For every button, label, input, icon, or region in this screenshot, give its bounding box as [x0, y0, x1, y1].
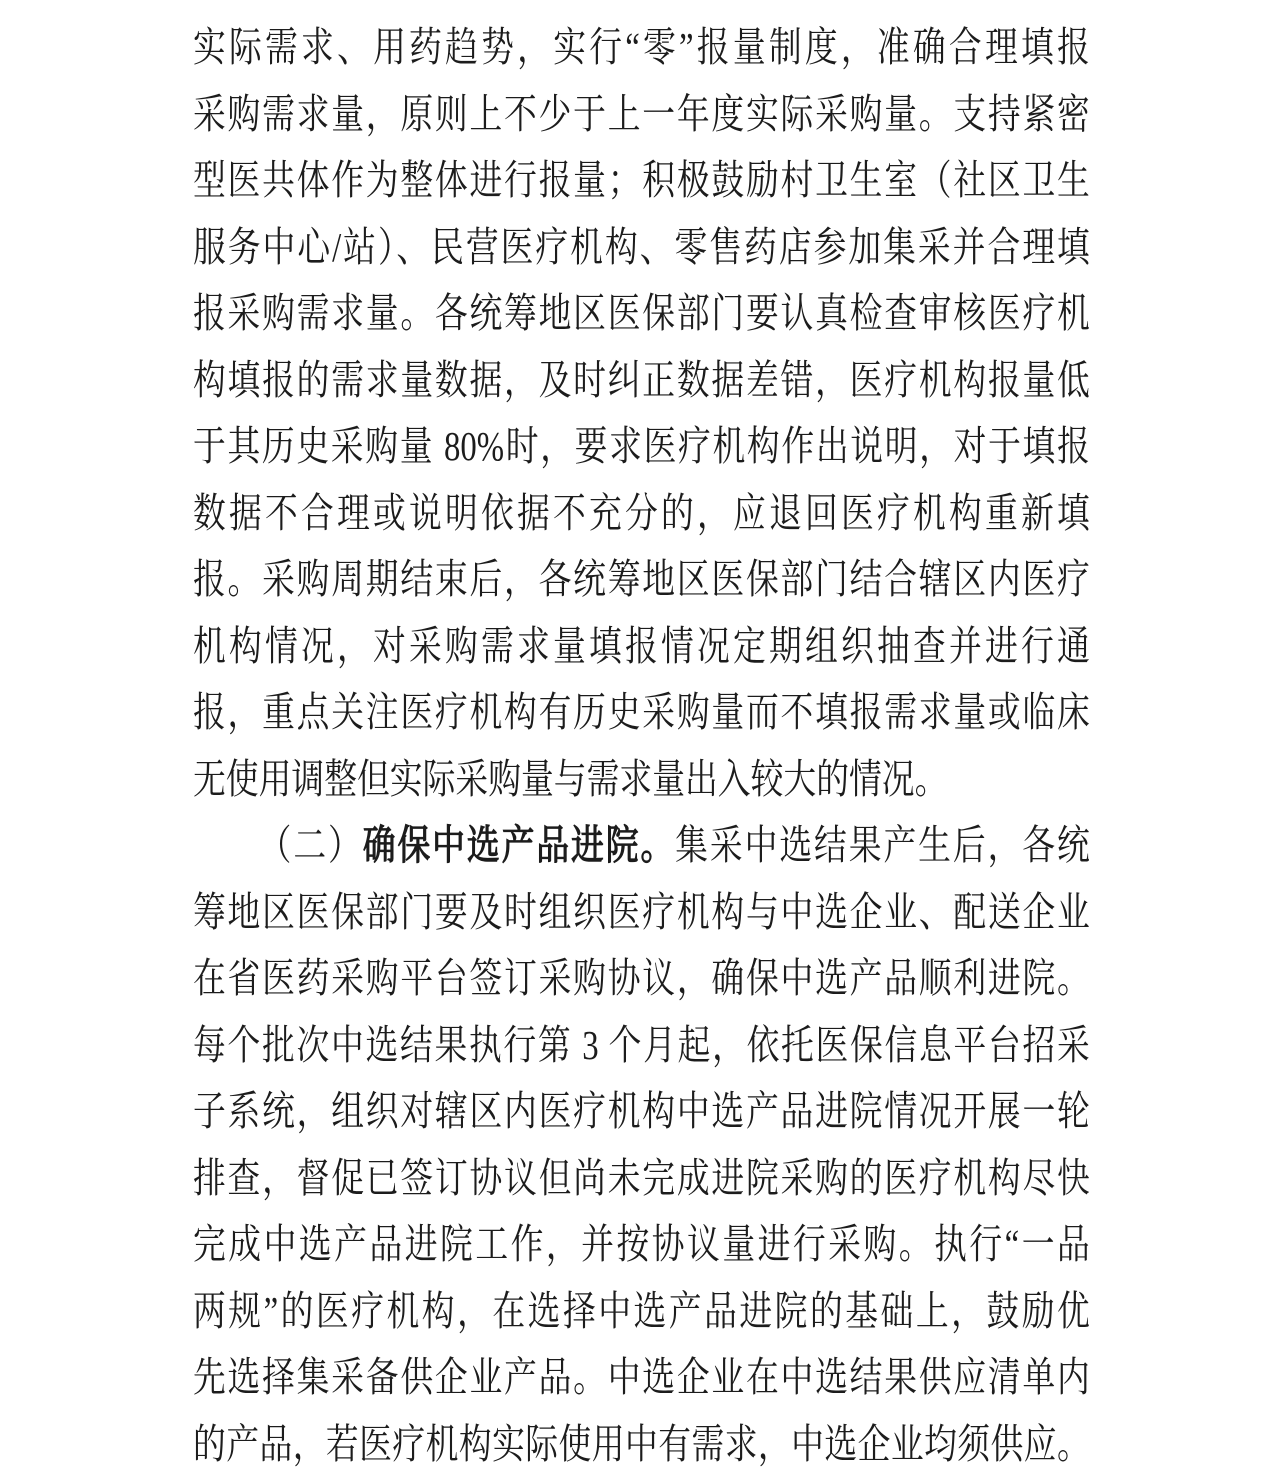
section-heading-rest: 集采中选结果产生后，各统	[675, 822, 1090, 868]
section-number: （二）	[258, 822, 363, 868]
section-heading-line	[193, 812, 1090, 879]
text-line: 在省医药采购平台签订采购协议，确保中选产品顺利进院。	[193, 955, 1090, 1001]
text-line: 报。采购周期结束后，各统筹地区医保部门结合辖区内医疗	[193, 556, 1090, 602]
section-heading-bold: 确保中选产品进院。	[362, 822, 676, 868]
text-line: 服务中心/站）、民营医疗机构、零售药店参加集采并合理填	[193, 223, 1090, 270]
text-line: 子系统，组织对辖区内医疗机构中选产品进院情况开展一轮	[193, 1088, 1090, 1134]
text-line: 两规”的医疗机构，在选择中选产品进院的基础上，鼓励优	[193, 1287, 1090, 1334]
text-line: 每个批次中选结果执行第 3 个月起，依托医保信息平台招采	[193, 1021, 1090, 1068]
text-line: 采购需求量，原则上不少于上一年度实际采购量。支持紧密	[193, 90, 1090, 137]
text-line: 数据不合理或说明依据不充分的，应退回医疗机构重新填	[193, 489, 1090, 536]
text-line: 于其历史采购量 80%时，要求医疗机构作出说明，对于填报	[193, 423, 1090, 469]
text-line: 筹地区医保部门要及时组织医疗机构与中选企业、配送企业	[193, 888, 1090, 935]
text-line: 型医共体作为整体进行报量；积极鼓励村卫生室（社区卫生	[193, 157, 1090, 203]
text-line: 机构情况，对采购需求量填报情况定期组织抽查并进行通	[193, 622, 1090, 669]
text-line: 的产品，若医疗机构实际使用中有需求，中选企业均须供应。	[193, 1420, 1090, 1467]
text-line: 报采购需求量。各统筹地区医保部门要认真检查审核医疗机	[193, 290, 1090, 336]
text-line: 报，重点关注医疗机构有历史采购量而不填报需求量或临床	[193, 689, 1090, 735]
text-line: 先选择集采备供企业产品。中选企业在中选结果供应清单内	[193, 1354, 1090, 1400]
text-line: 构填报的需求量数据，及时纠正数据差错，医疗机构报量低	[193, 356, 1090, 403]
text-line: 完成中选产品进院工作，并按协议量进行采购。执行“一品	[193, 1221, 1090, 1267]
paragraph-last-line: 无使用调整但实际采购量与需求量出入较大的情况。	[193, 755, 948, 802]
text-line: 实际需求、用药趋势，实行“零”报量制度，准确合理填报	[193, 24, 1090, 70]
text-line: 排查，督促已签订协议但尚未完成进院采购的医疗机构尽快	[193, 1154, 1090, 1201]
document-text-block	[193, 14, 1090, 1477]
